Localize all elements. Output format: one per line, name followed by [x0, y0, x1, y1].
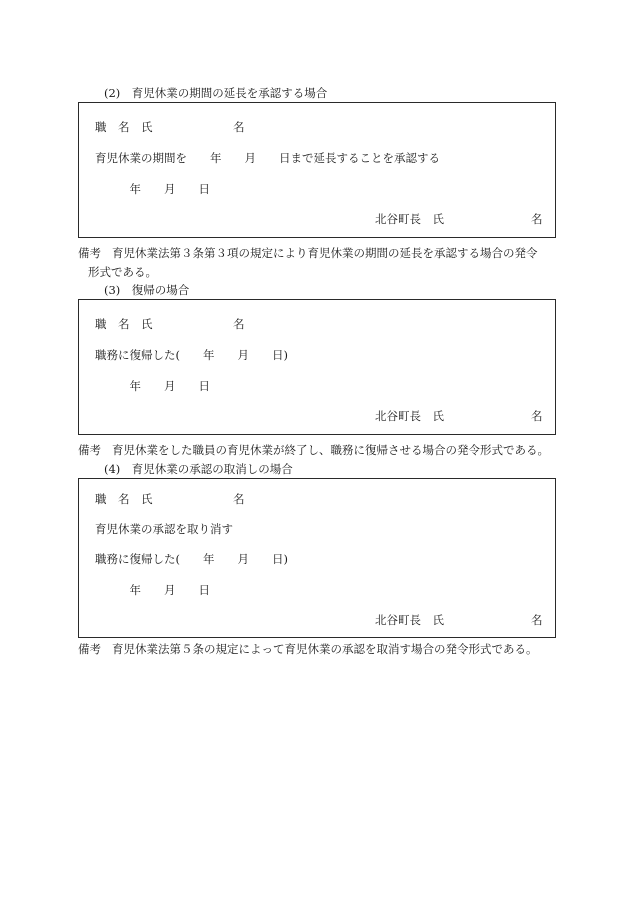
section-2-extension-line: 育児休業の期間を 年 月 日まで延長することを承認する	[95, 151, 440, 165]
section-4-form-box	[78, 478, 556, 638]
section-2-heading: (2) 育児休業の期間の延長を承認する場合	[104, 86, 328, 100]
section-3-note-prefix: 備考	[78, 443, 101, 457]
section-2-form-box	[78, 102, 556, 238]
section-4-note-prefix: 備考	[78, 642, 101, 656]
section-2-name-line: 職 名 氏 名	[95, 120, 245, 134]
section-4-cancel-line: 育児休業の承認を取り消す	[95, 522, 233, 536]
section-4-date-line: 年 月 日	[95, 583, 210, 597]
section-2-signature-title: 北谷町長 氏	[375, 212, 444, 226]
section-2-note-text-continued: 形式である。	[88, 265, 157, 279]
section-3-heading: (3) 復帰の場合	[104, 283, 190, 297]
section-3-signature-name: 名	[531, 409, 543, 423]
section-4-return-line: 職務に復帰した( 年 月 日)	[95, 552, 288, 566]
section-3-note-text: 育児休業をした職員の育児休業が終了し、職務に復帰させる場合の発令形式である。	[112, 443, 549, 457]
section-4-heading: (4) 育児休業の承認の取消しの場合	[104, 462, 293, 476]
section-3-form-box	[78, 299, 556, 435]
section-3-return-line: 職務に復帰した( 年 月 日)	[95, 348, 288, 362]
section-3-name-line: 職 名 氏 名	[95, 317, 245, 331]
section-3-date-line: 年 月 日	[95, 379, 210, 393]
section-4-note-text: 育児休業法第５条の規定によって育児休業の承認を取消す場合の発令形式である。	[112, 642, 538, 656]
section-2-date-line: 年 月 日	[95, 182, 210, 196]
section-4-signature-title: 北谷町長 氏	[375, 613, 444, 627]
section-2-note-text: 育児休業法第３条第３項の規定により育児休業の期間の延長を承認する場合の発令	[112, 246, 538, 260]
section-2-signature-name: 名	[531, 212, 543, 226]
section-3-signature-title: 北谷町長 氏	[375, 409, 444, 423]
section-4-name-line: 職 名 氏 名	[95, 492, 245, 506]
section-4-signature-name: 名	[531, 613, 543, 627]
section-2-note-prefix: 備考	[78, 246, 101, 260]
